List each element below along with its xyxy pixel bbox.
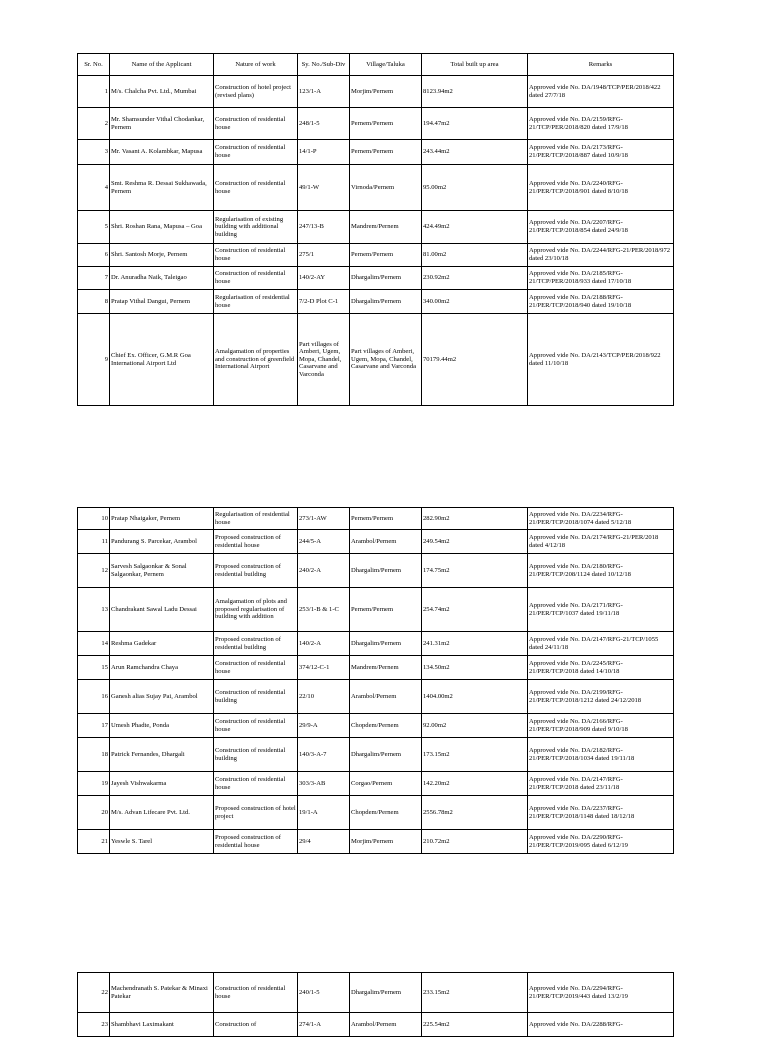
cell-nature-of-work: Proposed construction of residential building xyxy=(214,554,298,588)
cell-sr-no: 13 xyxy=(78,588,110,632)
cell-village: Chopdem/Pernem xyxy=(350,714,422,738)
cell-sr-no: 8 xyxy=(78,290,110,314)
cell-area: 340.00m2 xyxy=(422,290,528,314)
cell-applicant: M/s. Chalcha Pvt. Ltd., Mumbai xyxy=(110,76,214,108)
cell-nature-of-work: Construction of residential house xyxy=(214,108,298,140)
cell-nature-of-work: Construction of residential house xyxy=(214,165,298,211)
table-row xyxy=(78,738,674,772)
cell-sr-no: 15 xyxy=(78,656,110,680)
cell-area: 243.44m2 xyxy=(422,140,528,165)
cell-applicant: Machendranath S. Patekar & Minaxi Patekar xyxy=(110,973,214,1013)
table-row xyxy=(78,290,674,314)
cell-nature-of-work: Proposed construction of hotel project xyxy=(214,796,298,830)
cell-remarks: Approved vide No. DA/2188/RFG-21/PER/TCP/2018/940 dated 19/10/18 xyxy=(528,290,674,314)
cell-applicant: Smt. Reshma R. Dessai Sukhawada, Pernem xyxy=(110,165,214,211)
cell-area: 241.31m2 xyxy=(422,632,528,656)
cell-applicant: Chief Ex. Officer, G.M.R Goa International Airport Ltd xyxy=(110,314,214,406)
cell-survey-no: 29/4 xyxy=(298,830,350,854)
cell-area: 174.75m2 xyxy=(422,554,528,588)
cell-village: Dhargalim/Pernem xyxy=(350,554,422,588)
cell-applicant: Umesh Phadte, Ponda xyxy=(110,714,214,738)
cell-sr-no: 21 xyxy=(78,830,110,854)
cell-survey-no: 140/2-AY xyxy=(298,267,350,290)
cell-remarks: Approved vide No. DA/2143/TCP/PER/2018/922 dated 11/10/18 xyxy=(528,314,674,406)
cell-nature-of-work: Proposed construction of residential house xyxy=(214,530,298,554)
cell-village: Corgao/Pernem xyxy=(350,772,422,796)
cell-nature-of-work: Construction of residential house xyxy=(214,656,298,680)
cell-applicant: Sarvesh Salgaonkar & Sonal Salgaonkar, Pernem xyxy=(110,554,214,588)
cell-survey-no: 14/1-P xyxy=(298,140,350,165)
cell-area: 194.47m2 xyxy=(422,108,528,140)
table-row xyxy=(78,211,674,244)
table-row xyxy=(78,714,674,738)
cell-area: 230.92m2 xyxy=(422,267,528,290)
cell-remarks: Approved vide No. DA/2173/RFG-21/PER/TCP/2018/887 dated 10/9/18 xyxy=(528,140,674,165)
cell-sr-no: 11 xyxy=(78,530,110,554)
cell-remarks: Approved vide No. DA/2147/RFG-21/PER/TCP/2018 dated 23/11/18 xyxy=(528,772,674,796)
cell-survey-no: 247/13-B xyxy=(298,211,350,244)
cell-area: 134.50m2 xyxy=(422,656,528,680)
applications-table-1 xyxy=(77,53,674,406)
table-row xyxy=(78,244,674,267)
cell-sr-no: 20 xyxy=(78,796,110,830)
cell-nature-of-work: Construction of residential house xyxy=(214,244,298,267)
cell-village: Part villages of Amberi, Ugem, Mopa, Chandel, Casarvane and Varconda xyxy=(350,314,422,406)
applications-table-2 xyxy=(77,507,674,854)
cell-sr-no: 3 xyxy=(78,140,110,165)
cell-survey-no: 140/2-A xyxy=(298,632,350,656)
cell-applicant: Shambhavi Laximakant xyxy=(110,1013,214,1037)
cell-village: Pernem/Pernem xyxy=(350,108,422,140)
cell-nature-of-work: Regularisation of residential house xyxy=(214,508,298,530)
cell-survey-no: 273/1-AW xyxy=(298,508,350,530)
cell-survey-no: 22/10 xyxy=(298,680,350,714)
cell-village: Arambol/Pernem xyxy=(350,680,422,714)
cell-village: Pernem/Pernem xyxy=(350,244,422,267)
cell-survey-no: 7/2-D Plot C-1 xyxy=(298,290,350,314)
cell-survey-no: 240/2-A xyxy=(298,554,350,588)
cell-survey-no: 29/9-A xyxy=(298,714,350,738)
cell-village: Pernem/Pernem xyxy=(350,140,422,165)
cell-applicant: Reshma Gadekar xyxy=(110,632,214,656)
cell-sr-no: 5 xyxy=(78,211,110,244)
cell-sr-no: 1 xyxy=(78,76,110,108)
cell-remarks: Approved vide No. DA/2174/RFG-21/PER/2018 dated 4/12/18 xyxy=(528,530,674,554)
cell-sr-no: 12 xyxy=(78,554,110,588)
cell-survey-no: 240/1-5 xyxy=(298,973,350,1013)
cell-remarks: Approved vide No. DA/2147/RFG-21/TCP/1055 dated 24/11/18 xyxy=(528,632,674,656)
table-row xyxy=(78,1013,674,1037)
cell-area: 95.00m2 xyxy=(422,165,528,211)
cell-nature-of-work: Proposed construction of residential building xyxy=(214,632,298,656)
cell-village: Chopdem/Pernem xyxy=(350,796,422,830)
cell-remarks: Approved vide No. DA/2182/RFG-21/PER/TCP/2018/1034 dated 19/11/18 xyxy=(528,738,674,772)
cell-nature-of-work: Construction of residential house xyxy=(214,973,298,1013)
cell-applicant: Shri. Roshan Rana, Mapusa – Goa xyxy=(110,211,214,244)
cell-survey-no: 275/1 xyxy=(298,244,350,267)
cell-applicant: Pratap Vithal Dangui, Pernem xyxy=(110,290,214,314)
cell-nature-of-work: Construction of residential building xyxy=(214,680,298,714)
table-row xyxy=(78,508,674,530)
cell-applicant: Jayesh Vishwakarma xyxy=(110,772,214,796)
table-row xyxy=(78,165,674,211)
cell-sr-no: 2 xyxy=(78,108,110,140)
cell-area: 249.54m2 xyxy=(422,530,528,554)
cell-nature-of-work: Construction of residential house xyxy=(214,267,298,290)
cell-survey-no: 123/1-A xyxy=(298,76,350,108)
cell-applicant: M/s. Advan Lifecare Pvt. Ltd. xyxy=(110,796,214,830)
header-remarks: Remarks xyxy=(528,54,674,76)
cell-remarks: Approved vide No. DA/2290/RFG-21/PER/TCP/2019/095 dated 6/12/19 xyxy=(528,830,674,854)
table-row xyxy=(78,632,674,656)
cell-remarks: Approved vide No. DA/2234/RFG-21/PER/TCP/2018/1074 dated 5/12/18 xyxy=(528,508,674,530)
cell-remarks: Approved vide No. DA/1948/TCP/PER/2018/422 dated 27/7/18 xyxy=(528,76,674,108)
table-row xyxy=(78,680,674,714)
cell-village: Arambol/Pernem xyxy=(350,530,422,554)
header-nature-of-work: Nature of work xyxy=(214,54,298,76)
cell-area: 70179.44m2 xyxy=(422,314,528,406)
cell-survey-no: 49/1-W xyxy=(298,165,350,211)
cell-survey-no: 19/1-A xyxy=(298,796,350,830)
cell-sr-no: 7 xyxy=(78,267,110,290)
table-row xyxy=(78,973,674,1013)
cell-area: 173.15m2 xyxy=(422,738,528,772)
table-row xyxy=(78,656,674,680)
cell-nature-of-work: Amalgamation of properties and construction of greenfield International Airport xyxy=(214,314,298,406)
applications-table-3 xyxy=(77,972,674,1037)
table-row xyxy=(78,796,674,830)
cell-applicant: Patrick Fernandes, Dhargali xyxy=(110,738,214,772)
cell-remarks: Approved vide No. DA/2288/RFG- xyxy=(528,1013,674,1037)
cell-applicant: Shri. Santosh Morje, Pernem xyxy=(110,244,214,267)
cell-sr-no: 10 xyxy=(78,508,110,530)
cell-applicant: Chandrakant Sawal Ladu Dessai xyxy=(110,588,214,632)
table-row xyxy=(78,314,674,406)
header-survey-no: Sy. No./Sub-Div xyxy=(298,54,350,76)
cell-area: 233.15m2 xyxy=(422,973,528,1013)
cell-applicant: Mr. Vasant A. Kolambkar, Mapusa xyxy=(110,140,214,165)
cell-survey-no: 274/1-A xyxy=(298,1013,350,1037)
cell-remarks: Approved vide No. DA/2166/RFG-21/PER/TCP/2018/909 dated 9/10/18 xyxy=(528,714,674,738)
table-row xyxy=(78,772,674,796)
cell-village: Arambol/Pernem xyxy=(350,1013,422,1037)
cell-sr-no: 16 xyxy=(78,680,110,714)
cell-applicant: Mr. Shamsunder Vithal Chodankar, Pernem xyxy=(110,108,214,140)
cell-remarks: Approved vide No. DA/2207/RFG-21/PER/TCP/2018/854 dated 24/9/18 xyxy=(528,211,674,244)
cell-village: Dhargalim/Pernem xyxy=(350,267,422,290)
cell-village: Virnoda/Pernem xyxy=(350,165,422,211)
cell-sr-no: 4 xyxy=(78,165,110,211)
header-sr-no: Sr. No. xyxy=(78,54,110,76)
cell-remarks: Approved vide No. DA/2294/RFG-21/PER/TCP/2019/443 dated 13/2/19 xyxy=(528,973,674,1013)
cell-village: Morjim/Pernem xyxy=(350,830,422,854)
cell-applicant: Pratap Nhaigaker, Pernem xyxy=(110,508,214,530)
header-built-up-area: Total built up area xyxy=(422,54,528,76)
cell-sr-no: 19 xyxy=(78,772,110,796)
cell-remarks: Approved vide No. DA/2180/RFG-21/PER/TCP/208/1124 dated 10/12/18 xyxy=(528,554,674,588)
cell-village: Pernem/Pernem xyxy=(350,508,422,530)
cell-area: 8123.94m2 xyxy=(422,76,528,108)
cell-village: Pernem/Pernem xyxy=(350,588,422,632)
cell-village: Mandrem/Pernem xyxy=(350,656,422,680)
cell-survey-no: 248/1-5 xyxy=(298,108,350,140)
cell-applicant: Yeswle S. Tarel xyxy=(110,830,214,854)
cell-nature-of-work: Construction of residential house xyxy=(214,140,298,165)
cell-remarks: Approved vide No. DA/2199/RFG-21/PER/TCP/2018/1212 dated 24/12/2018 xyxy=(528,680,674,714)
table-row xyxy=(78,76,674,108)
table-row xyxy=(78,108,674,140)
cell-remarks: Approved vide No. DA/2185/RFG-21/TCP/PER/2018/933 dated 17/10/18 xyxy=(528,267,674,290)
cell-survey-no: 253/1-B & 1-C xyxy=(298,588,350,632)
cell-sr-no: 22 xyxy=(78,973,110,1013)
table-header-row xyxy=(78,54,674,76)
cell-area: 81.00m2 xyxy=(422,244,528,267)
cell-area: 282.90m2 xyxy=(422,508,528,530)
cell-nature-of-work: Regularisation of residential house xyxy=(214,290,298,314)
cell-nature-of-work: Proposed construction of residential house xyxy=(214,830,298,854)
cell-survey-no: 303/3-AB xyxy=(298,772,350,796)
cell-area: 92.00m2 xyxy=(422,714,528,738)
cell-village: Dhargalim/Pernem xyxy=(350,738,422,772)
cell-survey-no: 374/12-C-1 xyxy=(298,656,350,680)
cell-remarks: Approved vide No. DA/2171/RFG-21/PER/TCP/1037 dated 19/11/18 xyxy=(528,588,674,632)
cell-area: 254.74m2 xyxy=(422,588,528,632)
cell-applicant: Ganesh alias Sujay Pai, Arambol xyxy=(110,680,214,714)
cell-sr-no: 6 xyxy=(78,244,110,267)
table-row xyxy=(78,267,674,290)
cell-nature-of-work: Construction of hotel project (revised plans) xyxy=(214,76,298,108)
cell-sr-no: 17 xyxy=(78,714,110,738)
cell-area: 210.72m2 xyxy=(422,830,528,854)
header-village-taluka: Village/Taluka xyxy=(350,54,422,76)
cell-village: Dhargalim/Pernem xyxy=(350,973,422,1013)
cell-nature-of-work: Construction of residential house xyxy=(214,772,298,796)
header-applicant-name: Name of the Applicant xyxy=(110,54,214,76)
cell-remarks: Approved vide No. DA/2237/RFG-21/PER/TCP/2018/1148 dated 18/12/18 xyxy=(528,796,674,830)
cell-remarks: Approved vide No. DA/2245/RFG-21/PER/TCP/2018 dated 14/10/18 xyxy=(528,656,674,680)
cell-survey-no: 244/5-A xyxy=(298,530,350,554)
cell-area: 1404.00m2 xyxy=(422,680,528,714)
cell-area: 424.49m2 xyxy=(422,211,528,244)
cell-nature-of-work: Construction of residential house xyxy=(214,714,298,738)
cell-area: 2556.78m2 xyxy=(422,796,528,830)
cell-nature-of-work: Construction of xyxy=(214,1013,298,1037)
cell-survey-no: 140/3-A-7 xyxy=(298,738,350,772)
cell-nature-of-work: Amalgamation of plots and proposed regularisation of building with addition xyxy=(214,588,298,632)
cell-applicant: Arun Ramchandra Chaya xyxy=(110,656,214,680)
table-row xyxy=(78,588,674,632)
cell-applicant: Dr. Anuradha Naik, Taleigao xyxy=(110,267,214,290)
cell-remarks: Approved vide No. DA/2240/RFG-21/PER/TCP/2018/901 dated 8/10/18 xyxy=(528,165,674,211)
cell-sr-no: 23 xyxy=(78,1013,110,1037)
cell-village: Mandrem/Pernem xyxy=(350,211,422,244)
cell-remarks: Approved vide No. DA/2159/RFG-21/TCP/PER/2018/820 dated 17/9/18 xyxy=(528,108,674,140)
cell-nature-of-work: Construction of residential building xyxy=(214,738,298,772)
table-row xyxy=(78,830,674,854)
cell-village: Morjim/Pernem xyxy=(350,76,422,108)
table-row xyxy=(78,554,674,588)
cell-village: Dhargalim/Pernem xyxy=(350,290,422,314)
cell-village: Dhargalim/Pernem xyxy=(350,632,422,656)
cell-applicant: Pandurang S. Parcekar, Arambol xyxy=(110,530,214,554)
cell-sr-no: 18 xyxy=(78,738,110,772)
cell-sr-no: 9 xyxy=(78,314,110,406)
cell-area: 142.20m2 xyxy=(422,772,528,796)
cell-remarks: Approved vide No. DA/2244/RFG-21/PER/2018/972 dated 23/10/18 xyxy=(528,244,674,267)
table-row xyxy=(78,530,674,554)
cell-area: 225.54m2 xyxy=(422,1013,528,1037)
cell-nature-of-work: Regularisation of existing building with additional building xyxy=(214,211,298,244)
cell-sr-no: 14 xyxy=(78,632,110,656)
table-row xyxy=(78,140,674,165)
cell-survey-no: Part villages of Amberi, Ugem, Mopa, Chandel, Casarvane and Varconda xyxy=(298,314,350,406)
